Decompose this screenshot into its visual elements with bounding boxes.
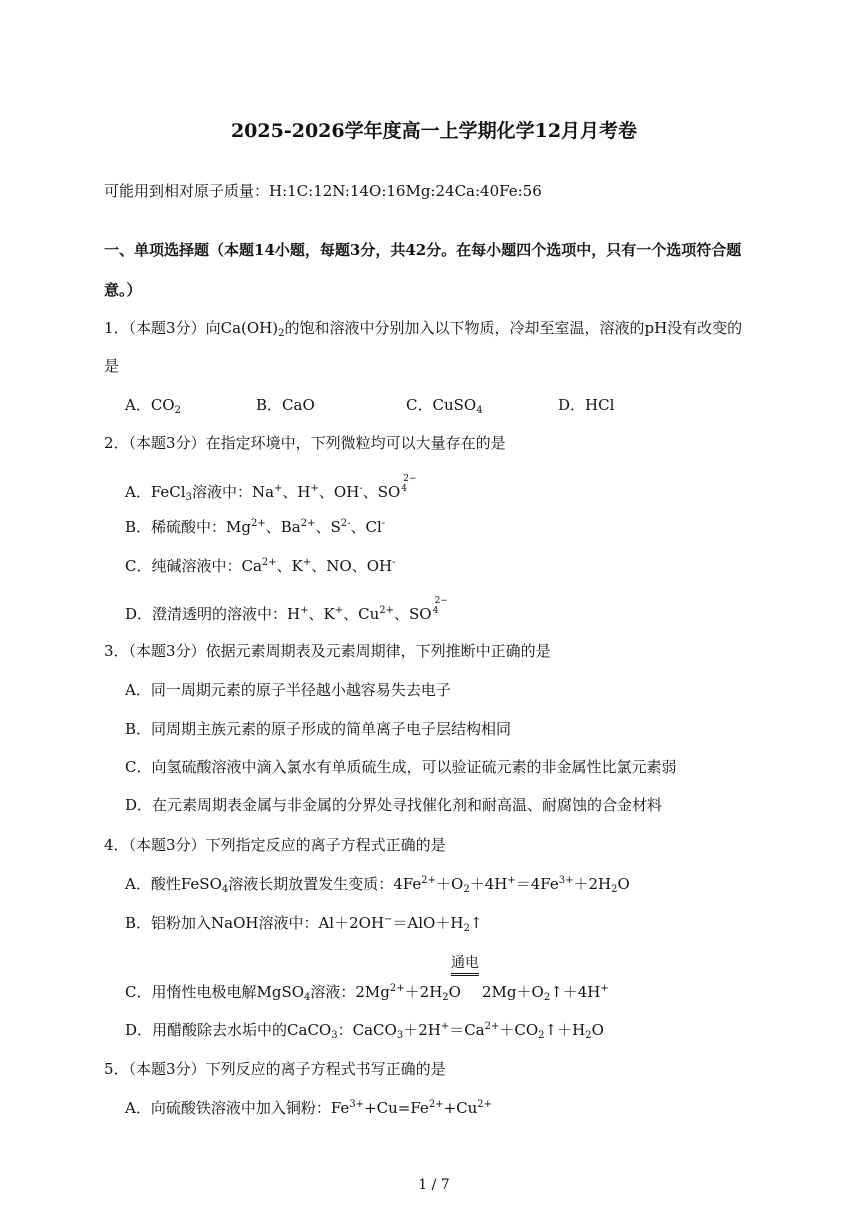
page-title: 2025-2026学年度高一上学期化学12月月考卷 [230, 120, 638, 142]
atomic-mass-line: 可能用到相对原子质量：H:1C:12N:14O:16Mg:24Ca:40Fe:56 [104, 182, 542, 200]
question-1-stem-cont: 是 [104, 357, 120, 375]
question-2-stem: 2．（本题3分）在指定环境中，下列微粒均可以大量存在的是 [104, 434, 506, 452]
sulfate-charge: 2− 4 [401, 474, 417, 494]
question-3-option-b: B．同周期主族元素的原子形成的简单离子电子层结构相同 [125, 720, 512, 738]
section-heading-line1: 一、单项选择题（本题14小题，每题3分，共42分。在每小题四个选项中，只有一个选项符合题 [104, 241, 742, 259]
question-4-option-d: D．用醋酸除去水垢中的CaCO$_3$：$CaCO_3+2H^+=Ca^{2+}+CO_2↑+H_2O$ [125, 1021, 604, 1041]
question-1-option-b: B．CaO [256, 396, 315, 414]
question-1-option-a: A．$CO_2$ [125, 396, 181, 416]
section-heading-line2: 意。） [104, 281, 142, 299]
question-2-option-c: C．纯碱溶液中：$Ca^{2+}$、K+、NO、OH- [125, 557, 396, 575]
question-3-option-a: A．同一周期元素的原子半径越小越容易失去电子 [125, 681, 451, 699]
question-2-option-b: B．稀硫酸中：$Mg^{2+}$、$Ba^{2+}$、$S^{2-}$、Cl- [125, 518, 386, 536]
electrolysis-condition: 通电 [451, 955, 479, 976]
question-3-option-c: C．向氢硫酸溶液中滴入氯水有单质硫生成，可以验证硫元素的非金属性比氯元素弱 [125, 758, 677, 776]
question-4-option-b: B．铝粉加入NaOH溶液中：$Al+2OH^-=AlO+H_2↑$ [125, 914, 483, 934]
question-2-option-a: A．FeCl$_3$溶液中：Na+、H+、OH-、SO 2− 4 [125, 474, 417, 503]
page-number: 1 / 7 [418, 1177, 450, 1193]
question-1-stem: 1．（本题3分）向$Ca(OH)_2$的饱和溶液中分别加入以下物质，冷却至室温，溶液的pH没有改变的 [104, 319, 743, 339]
question-1-option-c: C．CuSO$_4$ [406, 396, 483, 416]
question-1-option-d: D．HCl [558, 396, 615, 414]
question-3-stem: 3．（本题3分）依据元素周期表及元素周期律，下列推断中正确的是 [104, 642, 551, 660]
question-3-option-d: D．在元素周期表金属与非金属的分界处寻找催化剂和耐高温、耐腐蚀的合金材料 [125, 796, 663, 814]
question-2-option-d: D．澄清透明的溶液中：H+、K+、$Cu^{2+}$、SO 2− 4 [125, 596, 448, 623]
question-4-option-c-products: $2Mg+O_2↑+4H^+$ [482, 983, 609, 1003]
question-4-stem: 4．（本题3分）下列指定反应的离子方程式正确的是 [104, 836, 446, 854]
question-5-option-a: A．向硫酸铁溶液中加入铜粉：$Fe^{3+}+Cu=Fe^{2+}+Cu^{2+}$ [125, 1099, 493, 1117]
question-5-stem: 5．（本题3分）下列反应的离子方程式书写正确的是 [104, 1060, 446, 1078]
question-4-option-a: A．酸性FeSO$_4$溶液长期放置发生变质：$4Fe^{2+}+O_2+4H^+=4Fe^{3+}+2H_2O$ [125, 875, 630, 895]
question-4-option-c: C．用惰性电极电解MgSO$_4$溶液：$2Mg^{2+}+2H_2O$ [125, 983, 461, 1003]
sulfate-charge: 2− 4 [432, 596, 448, 616]
